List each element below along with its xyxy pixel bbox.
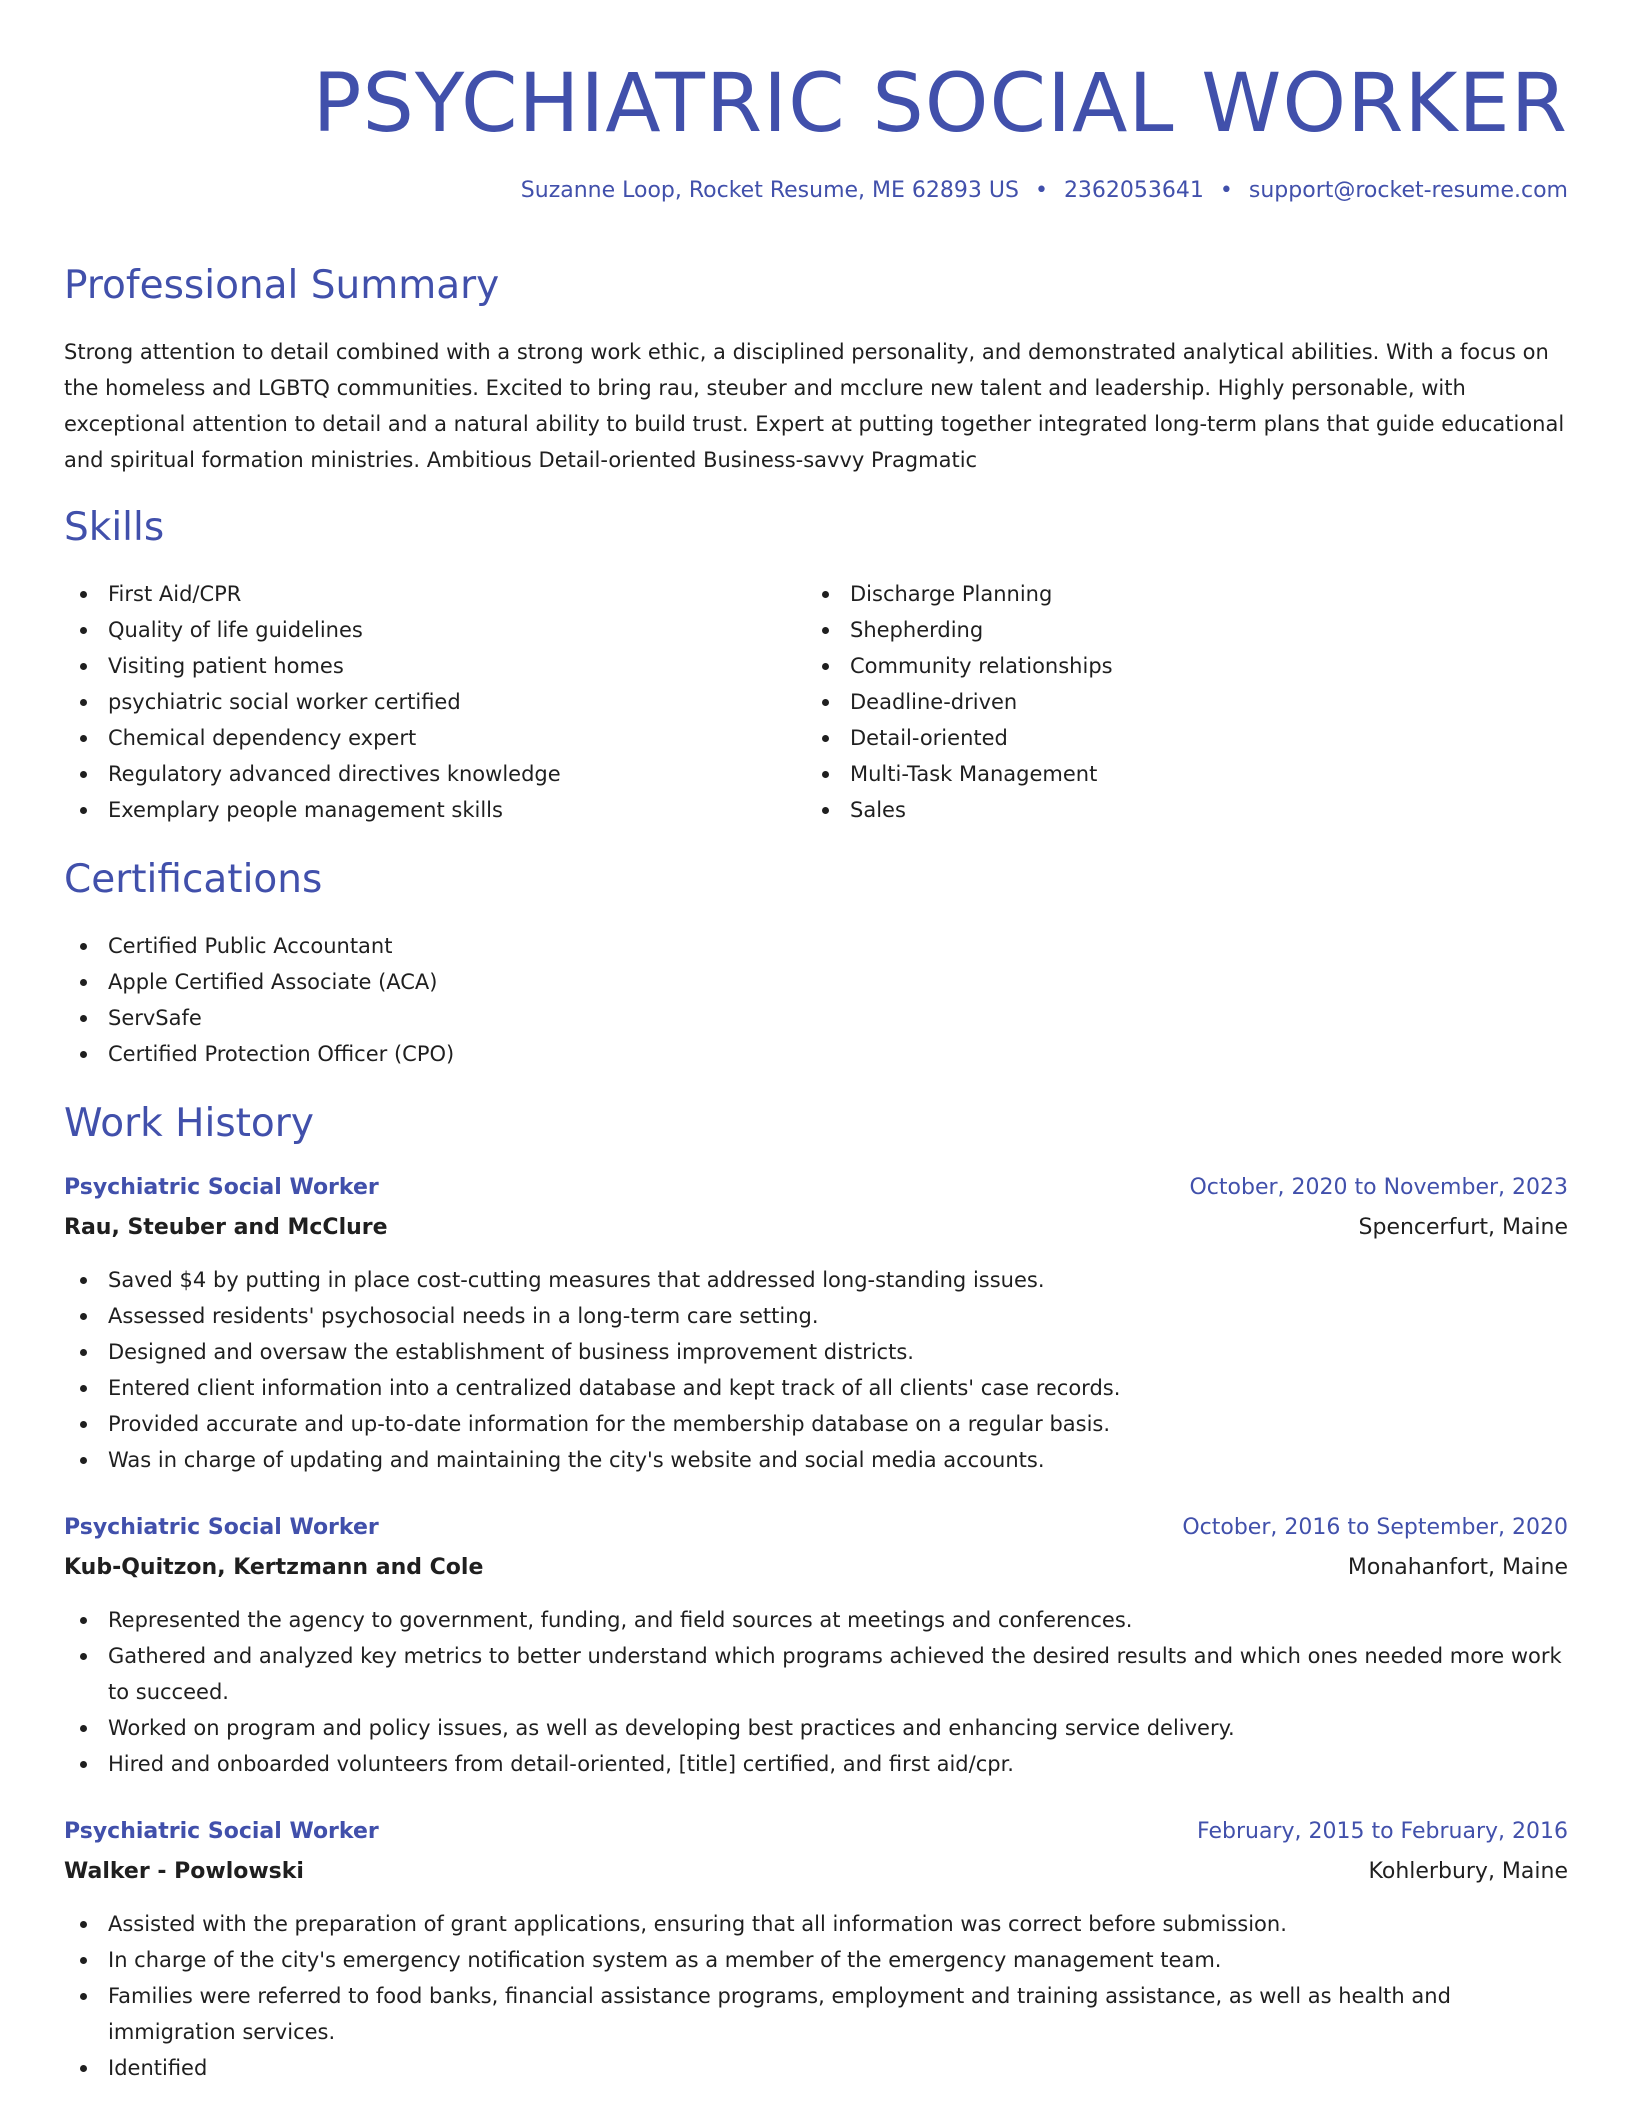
job-title: Psychiatric Social Worker [64,1819,379,1844]
job-subheader [64,1210,1568,1246]
work-history-heading: Work History [64,1101,314,1146]
job-location: Monahanfort, Maine [1347,1555,1568,1580]
list-item: Multi-Task Management [806,756,1506,792]
list-item: Community relationships [806,648,1506,684]
job-subheader [64,1550,1568,1586]
summary-heading: Professional Summary [64,263,500,308]
contact-line [521,176,1568,206]
list-item: Discharge Planning [806,576,1506,612]
list-item: Chemical dependency expert [64,720,764,756]
list-item: First Aid/CPR [64,576,764,612]
skills-list-left [64,576,764,828]
contact-address: Suzanne Loop, Rocket Resume, ME 62893 US [520,178,1019,203]
job-bullets [64,1906,1568,2086]
job-subheader [64,1854,1568,1890]
contact-separator: • [1219,178,1233,203]
list-item: Gathered and analyzed key metrics to better understand which programs achieved the desired results and which ones needed more work to succeed. [64,1638,1568,1710]
list-item: Provided accurate and up-to-date information for the membership database on a regular basis. [64,1406,1568,1442]
list-item: Represented the agency to government, funding, and field sources at meetings and conferences. [64,1602,1568,1638]
job-company: Kub-Quitzon, Kertzmann and Cole [64,1555,484,1580]
list-item: Sales [806,792,1506,828]
list-item: Was in charge of updating and maintaining the city's website and social media accounts. [64,1442,1568,1478]
job-header [64,1510,1568,1546]
certifications-heading: Certifications [64,857,323,902]
list-item: Deadline-driven [806,684,1506,720]
list-item: Detail-oriented [806,720,1506,756]
list-item: Designed and oversaw the establishment of business improvement districts. [64,1334,1568,1370]
contact-phone: 2362053641 [1063,178,1204,203]
job-company: Walker - Powlowski [64,1859,304,1884]
job-title: Psychiatric Social Worker [64,1515,379,1540]
list-item: In charge of the city's emergency notification system as a member of the emergency management team. [64,1942,1568,1978]
list-item: Worked on program and policy issues, as well as developing best practices and enhancing service delivery. [64,1710,1568,1746]
job-dates: October, 2020 to November, 2023 [1189,1175,1568,1200]
job-header [64,1170,1568,1206]
list-item: Saved $4 by putting in place cost-cutting measures that addressed long-standing issues. [64,1262,1568,1298]
skills-heading: Skills [64,505,165,550]
job-dates: February, 2015 to February, 2016 [1197,1819,1568,1844]
contact-separator: • [1034,178,1048,203]
resume-title: PSYCHIATRIC SOCIAL WORKER [312,57,1568,151]
list-item: Shepherding [806,612,1506,648]
job-header [64,1814,1568,1850]
list-item: ServSafe [64,1000,1568,1036]
list-item: Apple Certified Associate (ACA) [64,964,1568,1000]
job-bullets [64,1602,1568,1782]
list-item: Certified Public Accountant [64,928,1568,964]
job-dates: October, 2016 to September, 2020 [1182,1515,1568,1540]
list-item: Visiting patient homes [64,648,764,684]
list-item: Regulatory advanced directives knowledge [64,756,764,792]
list-item: Certified Protection Officer (CPO) [64,1036,1568,1072]
list-item: psychiatric social worker certified [64,684,764,720]
job-bullets [64,1262,1568,1478]
contact-email[interactable]: support@rocket-resume.com [1248,178,1568,203]
list-item: Exemplary people management skills [64,792,764,828]
certifications-list [64,928,1568,1072]
list-item: Hired and onboarded volunteers from detail-oriented, [title] certified, and first aid/cpr. [64,1746,1568,1782]
list-item: Assisted with the preparation of grant applications, ensuring that all information was correct before submission. [64,1906,1568,1942]
list-item: Identified [64,2050,1568,2086]
summary-text: Strong attention to detail combined with a strong work ethic, a disciplined personality, and demonstrated analytical abilities. With a focus on the homeless and LGBTQ communities. Excited to bring rau, steuber and mcclure new talent and leadership. Highly personable, with exceptional attention to detail and a natural ability to build trust. Expert at putting together integrated long-term plans that guide educational and spiritual formation ministries. Ambitious Detail-oriented Business-savvy Pragmatic [64,340,1565,472]
list-item: Assessed residents' psychosocial needs in a long-term care setting. [64,1298,1568,1334]
job-location: Spencerfurt, Maine [1358,1215,1568,1240]
job-location: Kohlerbury, Maine [1368,1859,1568,1884]
list-item: Families were referred to food banks, financial assistance programs, employment and training assistance, as well as health and immigration services. [64,1978,1568,2050]
skills-list-right [806,576,1506,828]
list-item: Quality of life guidelines [64,612,764,648]
job-title: Psychiatric Social Worker [64,1175,379,1200]
list-item: Entered client information into a centralized database and kept track of all clients' case records. [64,1370,1568,1406]
job-company: Rau, Steuber and McClure [64,1215,388,1240]
